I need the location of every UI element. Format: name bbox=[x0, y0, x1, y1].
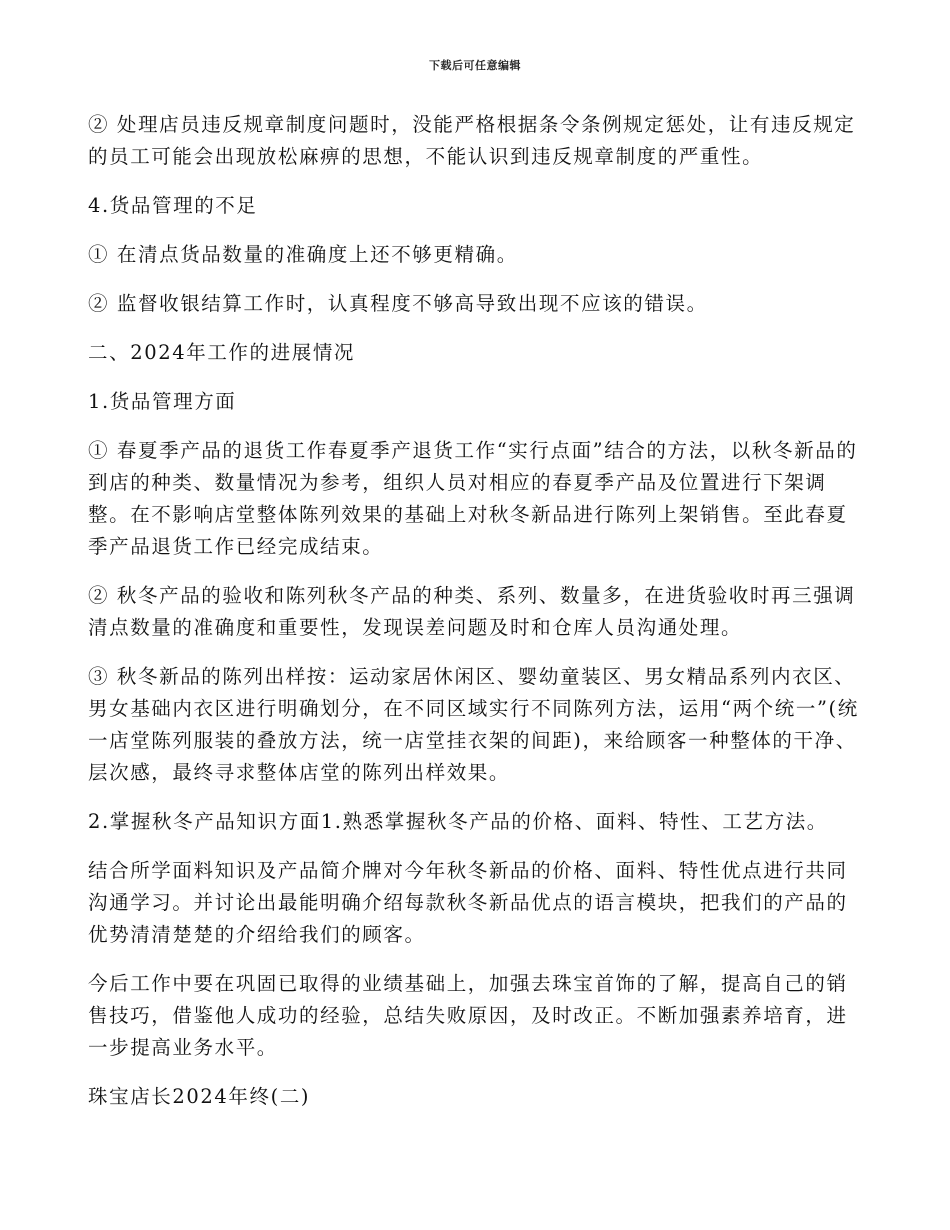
heading-product-knowledge: 2.掌握秋冬产品知识方面1.熟悉掌握秋冬产品的价格、面料、特性、工艺方法。 bbox=[88, 810, 828, 833]
heading-goods-management: 1.货品管理方面 bbox=[88, 390, 237, 413]
paragraph-future-work: 今后工作中要在巩固已取得的业绩基础上，加强去珠宝首饰的了解，提高自己的销售技巧，借鉴他人成功的经验，总结失败原因，及时改正。不断加强素养培育，进一步提高业务水平。 bbox=[88, 972, 848, 1059]
paragraph-autumn-winter-receiving: ② 秋冬产品的验收和陈列秋冬产品的种类、系列、数量多，在进货验收时再三强调清点数量的准确度和重要性，发现误差问题及时和仓库人员沟通处理。 bbox=[88, 584, 856, 639]
paragraph-inventory-accuracy: ① 在清点货品数量的准确度上还不够更精确。 bbox=[88, 243, 518, 266]
document-body bbox=[88, 109, 868, 1130]
section-title-year-end-two: 珠宝店长2024年终(二) bbox=[88, 1085, 311, 1108]
paragraph-spring-summer-returns: ① 春夏季产品的退货工作春夏季产退货工作“实行点面”结合的方法，以秋冬新品的到店的种类、数量情况为参考，组织人员对相应的春夏季产品及位置进行下架调整。在不影响店堂整体陈列效果的基础上对秋冬新品进行陈列上架销售。至此春夏季产品退货工作已经完成结束。 bbox=[88, 439, 858, 558]
section-heading-work-progress: 二、2024年工作的进展情况 bbox=[88, 341, 356, 364]
paragraph-product-learning: 结合所学面料知识及产品简介牌对今年秋冬新品的价格、面料、特性优点进行共同沟通学习。并讨论出最能明确介绍每款秋冬新品优点的语言模块，把我们的产品的优势清清楚楚的介绍给我们的顾客。 bbox=[88, 859, 848, 946]
paragraph-staff-discipline: ② 处理店员违反规章制度问题时，没能严格根据条令条例规定惩处，让有违反规定的员工可能会出现放松麻痹的思想，不能认识到违反规章制度的严重性。 bbox=[88, 113, 856, 168]
page-header: 下载后可任意编辑 bbox=[429, 59, 521, 72]
heading-goods-management-shortfall: 4.货品管理的不足 bbox=[88, 194, 258, 217]
paragraph-autumn-winter-display: ③ 秋冬新品的陈列出样按：运动家居休闲区、婴幼童装区、男女精品系列内衣区、男女基础内衣区进行明确划分，在不同区域实行不同陈列方法，运用“两个统一”(统一店堂陈列服装的叠放方法，统一店堂挂衣架的间距)，来给顾客一种整体的干净、层次感，最终寻求整体店堂的陈列出样效果。 bbox=[88, 665, 859, 784]
paragraph-cashier-supervision: ② 监督收银结算工作时，认真程度不够高导致出现不应该的错误。 bbox=[88, 292, 708, 315]
